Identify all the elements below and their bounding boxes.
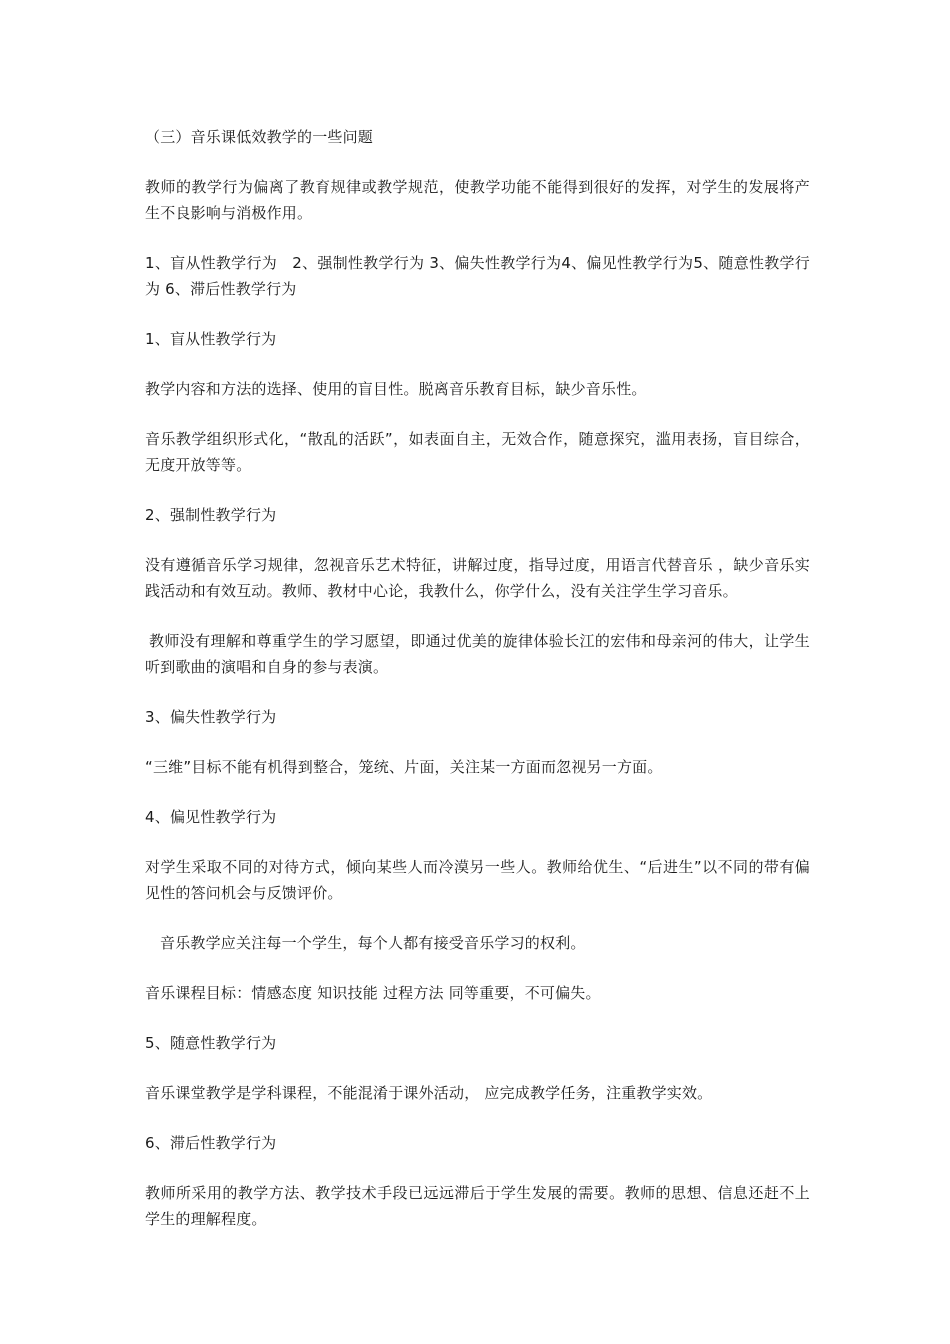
- section-title: （三）音乐课低效教学的一些问题: [145, 128, 374, 146]
- paragraph-prejudiced-2: 音乐教学应关注每一个学生，每个人都有接受音乐学习的权利。: [160, 934, 586, 952]
- paragraph-blind-following-1: 教学内容和方法的选择、使用的盲目性。脱离音乐教育目标，缺少音乐性。: [145, 380, 647, 398]
- heading-arbitrary: 5、随意性教学行为: [145, 1034, 277, 1052]
- paragraph-biased-goals: “三维”目标不能有机得到整合，笼统、片面，关注某一方面而忽视另一方面。: [145, 758, 663, 776]
- paragraph-lagging: 教师所采用的教学方法、教学技术手段已远远滞后于学生发展的需要。教师的思想、信息还赶不上学生的理解程度。: [145, 1184, 810, 1228]
- paragraph-blind-following-2: 音乐教学组织形式化，“散乱的活跃”，如表面自主，无效合作，随意探究，滥用表扬，盲目综合，无度开放等等。: [145, 430, 810, 474]
- intro-paragraph: 教师的教学行为偏离了教育规律或教学规范，使教学功能不能得到很好的发挥，对学生的发展将产生不良影响与消极作用。: [145, 178, 810, 222]
- paragraph-prejudiced-1: 对学生采取不同的对待方式，倾向某些人而冷漠另一些人。教师给优生、“后进生”以不同的带有偏见性的答问机会与反馈评价。: [145, 858, 810, 902]
- document-body: [145, 124, 810, 1256]
- heading-lagging: 6、滞后性教学行为: [145, 1134, 277, 1152]
- paragraph-coercive-1: 没有遵循音乐学习规律，忽视音乐艺术特征，讲解过度，指导过度，用语言代替音乐 ，缺少音乐实践活动和有效互动。教师、教材中心论，我教什么，你学什么，没有关注学生学习音乐。: [145, 556, 810, 600]
- heading-prejudiced: 4、偏见性教学行为: [145, 808, 277, 826]
- paragraph-course-goals: 音乐课程目标：情感态度 知识技能 过程方法 同等重要，不可偏失。: [145, 984, 601, 1002]
- heading-coercive: 2、强制性教学行为: [145, 506, 277, 524]
- paragraph-coercive-2: 教师没有理解和尊重学生的学习愿望，即通过优美的旋律体验长江的宏伟和母亲河的伟大，让学生听到歌曲的演唱和自身的参与表演。: [145, 632, 810, 676]
- paragraph-arbitrary: 音乐课堂教学是学科课程，不能混淆于课外活动， 应完成教学任务，注重教学实效。: [145, 1084, 713, 1102]
- behavior-list-paragraph: 1、盲从性教学行为 2、强制性教学行为 3、偏失性教学行为4、偏见性教学行为5、随意性教学行为 6、滞后性教学行为: [145, 254, 810, 298]
- heading-blind-following: 1、盲从性教学行为: [145, 330, 277, 348]
- heading-biased-goals: 3、偏失性教学行为: [145, 708, 277, 726]
